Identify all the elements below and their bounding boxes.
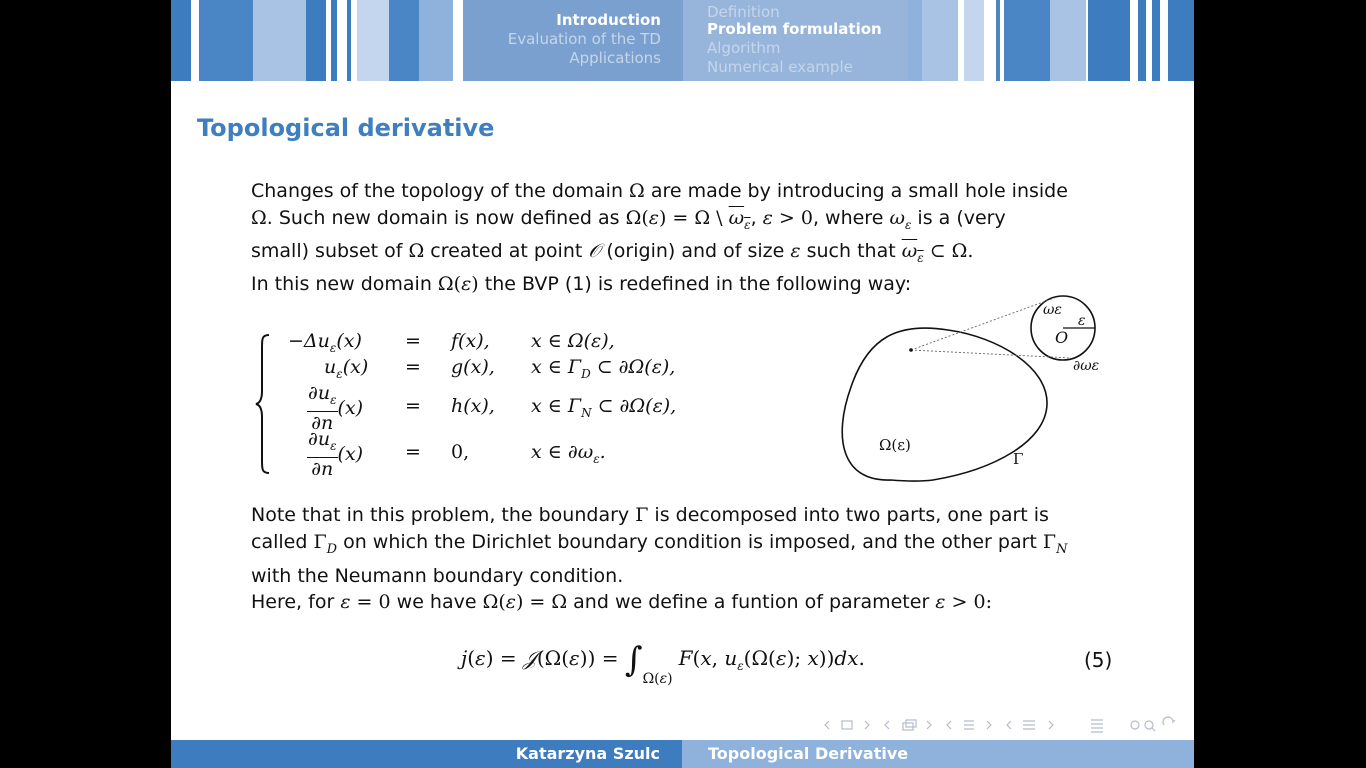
text-span: called	[251, 530, 314, 553]
header-stripe	[1138, 0, 1146, 81]
eq2-equals: =	[405, 356, 421, 378]
nav-document-icon[interactable]	[1007, 721, 1053, 729]
eq3-condition: x ∈ $\Gamma_N$ ⊂ ∂Ω(ε),	[531, 395, 677, 420]
label-domain: Ω(ε)	[879, 436, 911, 454]
zoom-line-lower	[911, 350, 1071, 358]
nav-section-applications[interactable]: Applications	[569, 49, 661, 67]
eq4-lhs: $\frac{\partial u_\varepsilon}{\partial n}$ (x)	[308, 428, 364, 480]
eq3-rhs: h(x),	[451, 395, 495, 417]
equation-number: (5)	[1084, 648, 1113, 672]
text-span: small) subset of	[251, 239, 409, 262]
nav-frame-icon[interactable]	[825, 721, 869, 729]
label-eps: ε	[1078, 313, 1086, 329]
boundary-paragraph: Note that in this problem, the boundary Γ is decomposed into two parts, one part is called $\Gamma_D$ on which the Dirichlet boundary condition is imposed, and the other part $\Gamma_N$ with the Neumann boundary condition. Here, for ε = 0 we have Ω(ε) = Ω and we define a funtion of parameter ε > 0:	[251, 504, 1068, 614]
text-span: created at point	[424, 239, 589, 262]
header-stripe	[419, 0, 453, 81]
text-span: we have	[390, 591, 483, 614]
search-icon[interactable]	[1131, 717, 1175, 731]
text-span: on which the Dirichlet boundary condition is imposed, and the other part	[337, 530, 1043, 553]
footer-title-panel	[682, 740, 1194, 768]
intro-paragraph: Changes of the topology of the domain Ω are made by introducing a small hole inside Ω. Such new domain is now defined as Ω(ε) = Ω \ $\omega_\varepsilon$, ε > 0, where $\omega_\varepsilon$ is a (very small) subset of Ω created at point 𝒪 (origin) and of size ε such that $\omega_\varepsilon$ ⊂ Ω. In this new domain Ω(ε) the BVP (1) is redefined in the following way:	[251, 180, 1068, 296]
eq1-equals: =	[405, 330, 421, 352]
eq3-equals: =	[405, 395, 421, 417]
header-stripe	[199, 0, 253, 81]
eq1-lhs: $-\Delta u_\varepsilon(x)$	[288, 330, 362, 355]
header-stripe	[253, 0, 306, 81]
header-stripe	[389, 0, 419, 81]
text-span: Changes of the topology of the domain	[251, 180, 630, 202]
header-stripe	[331, 0, 337, 81]
label-origin: O	[1055, 328, 1069, 347]
beamer-navigation-symbols	[821, 716, 1181, 736]
footer-bar	[171, 740, 1194, 768]
text-span: In this new domain	[251, 273, 438, 296]
subsection-navigation	[683, 0, 908, 81]
nav-section-icon[interactable]	[947, 721, 991, 729]
eq2-lhs: $u_\varepsilon(x)$	[324, 356, 369, 381]
header-stripe	[1004, 0, 1050, 81]
header-stripe	[922, 0, 958, 81]
text-span: is decomposed into two parts, one part is	[648, 504, 1049, 526]
domain-figure	[833, 292, 1133, 487]
text-span: Here, for	[251, 591, 341, 614]
eq1-rhs: f(x),	[451, 330, 490, 352]
label-omega-eps: ωε	[1043, 302, 1062, 318]
label-d-omega-eps: ∂ωε	[1073, 358, 1100, 374]
header-stripe	[1168, 0, 1194, 81]
header-stripe	[1152, 0, 1160, 81]
nav-subsection-icon[interactable]	[885, 720, 931, 730]
text-span: and we define a funtion of parameter	[567, 591, 936, 614]
footer-author-panel	[171, 740, 682, 768]
origin-point	[909, 348, 913, 352]
text-span: the BVP (1) is redefined in the following way:	[478, 273, 912, 296]
nav-section-introduction[interactable]: Introduction	[556, 11, 661, 29]
text-span: is a (very	[911, 206, 1006, 229]
eq4-condition: x ∈ $\partial\omega_\varepsilon$.	[531, 441, 606, 466]
eq2-condition: x ∈ $\Gamma_D$ ⊂ ∂Ω(ε),	[531, 356, 676, 381]
nav-section-evaluation[interactable]: Evaluation of the TD	[507, 30, 661, 48]
footer-short-title: Topological Derivative	[708, 744, 909, 763]
nav-subsection-numerical-example[interactable]: Numerical example	[707, 58, 853, 76]
section-navigation	[463, 0, 683, 81]
nav-appendix-icon[interactable]	[1091, 720, 1103, 732]
text-span: with the Neumann boundary condition.	[251, 564, 624, 587]
footer-author: Katarzyna Szulc	[515, 744, 660, 763]
text-span: such that	[800, 239, 902, 262]
text-span: (origin) and of size	[600, 239, 791, 262]
slide	[171, 0, 1194, 768]
header-stripe	[1050, 0, 1086, 81]
label-gamma: Γ	[1013, 450, 1024, 468]
text-span: . Such new domain is now defined as	[266, 206, 626, 229]
eq4-equals: =	[405, 441, 421, 463]
nav-subsection-algorithm[interactable]: Algorithm	[707, 39, 781, 57]
header-stripe	[306, 0, 326, 81]
text-span: , where	[812, 206, 890, 229]
header-stripe	[1100, 0, 1130, 81]
text-span: are made by introducing a small hole inside	[644, 180, 1068, 202]
bvp-equation-system	[255, 325, 755, 485]
header-stripe	[347, 0, 351, 81]
nav-subsection-problem-formulation[interactable]: Problem formulation	[707, 20, 882, 38]
left-brace	[255, 333, 271, 475]
header-stripe	[357, 0, 389, 81]
eq4-rhs: 0,	[451, 441, 470, 463]
eq2-rhs: g(x),	[451, 356, 495, 378]
nav-subsection-definition[interactable]: Definition	[707, 3, 780, 21]
header-stripe	[964, 0, 984, 81]
objective-formula: j(ε) = 𝒥(Ω(ε)) = $\int_{\Omega(\varepsilon)}F(x$, $u_\varepsilon(\Omega(\varepsilon)$; x))dx.	[461, 640, 865, 687]
header-stripe	[996, 0, 1000, 81]
eq1-condition: x ∈ Ω(ε),	[531, 330, 615, 352]
frame-title: Topological derivative	[197, 114, 495, 142]
text-span: Note that in this problem, the boundary	[251, 504, 636, 526]
header-stripe	[171, 0, 191, 81]
header-bar	[171, 0, 1194, 81]
header-stripe	[908, 0, 922, 81]
header-stripe	[1088, 0, 1100, 81]
eq3-lhs: $\frac{\partial u_\varepsilon}{\partial n}$ (x)	[308, 382, 364, 434]
